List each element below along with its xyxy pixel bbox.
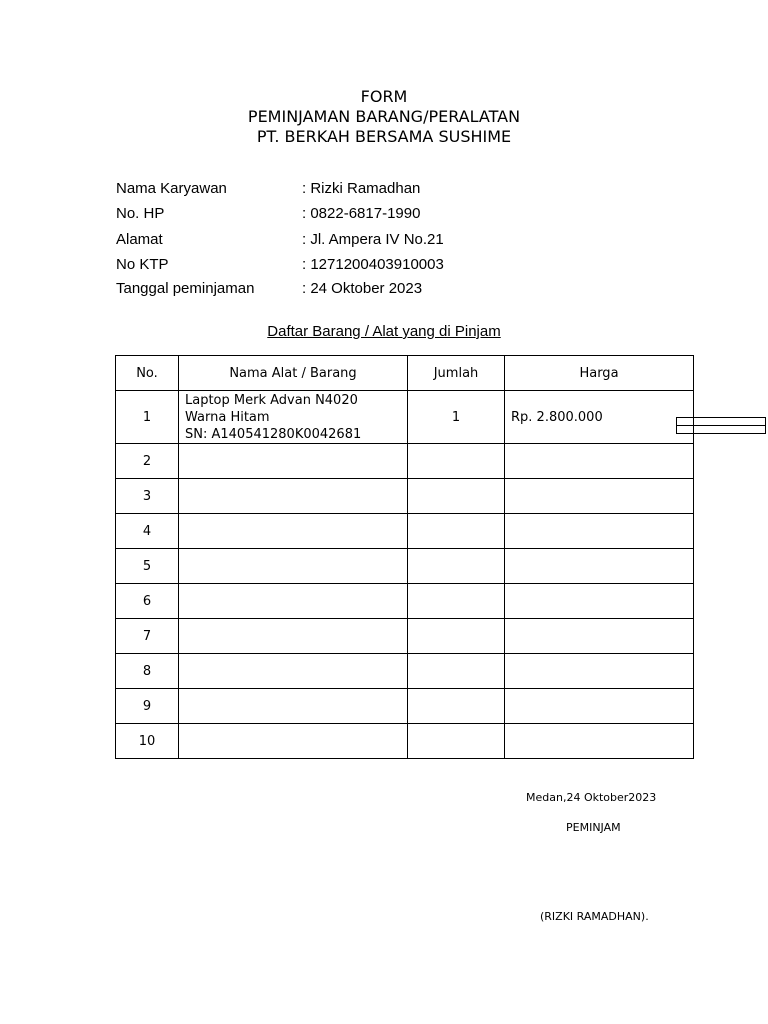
item-name [179,444,408,479]
item-name [179,549,408,584]
info-value-date: : 24 Oktober 2023 [302,280,423,297]
info-label-address: Alamat [116,231,163,248]
item-name [179,514,408,549]
item-quantity: 1 [408,391,505,444]
row-number: 3 [116,479,179,514]
form-subtitle: PEMINJAMAN BARANG/PERALATAN [247,107,521,126]
info-label-ktp: No KTP [116,256,169,273]
item-price [505,444,694,479]
column-header-quantity: Jumlah [408,356,505,391]
item-name [179,391,408,444]
info-label-name: Nama Karyawan [116,180,227,197]
table-row [116,724,694,759]
item-price [505,479,694,514]
row-number: 2 [116,444,179,479]
signature-name: (RIZKI RAMADHAN). [540,910,649,923]
table-row [116,444,694,479]
row-number: 7 [116,619,179,654]
row-number: 6 [116,584,179,619]
selection-box [676,417,766,434]
row-number: 8 [116,654,179,689]
item-quantity [408,444,505,479]
item-serial-line: SN: A140541280K0042681 [185,426,362,442]
row-number: 1 [116,391,179,444]
item-color-line: Warna Hitam [185,409,270,425]
row-number: 9 [116,689,179,724]
row-number: 10 [116,724,179,759]
table-header-row [116,356,694,391]
info-value-name: : Rizki Ramadhan [302,180,421,197]
item-price [505,584,694,619]
item-price [505,514,694,549]
info-label-phone: No. HP [116,205,165,222]
table-row [116,654,694,689]
table-row [116,584,694,619]
item-price [505,549,694,584]
table-row [116,619,694,654]
item-quantity [408,584,505,619]
item-quantity [408,619,505,654]
table-row [116,514,694,549]
item-name [179,724,408,759]
table-row [116,549,694,584]
item-quantity [408,549,505,584]
info-value-ktp: : 1271200403910003 [302,256,444,273]
item-name [179,584,408,619]
column-header-item-name: Nama Alat / Barang [179,356,408,391]
table-row [116,479,694,514]
item-quantity [408,724,505,759]
item-name [179,619,408,654]
item-price [505,619,694,654]
item-name-line: Laptop Merk Advan N4020 [185,392,358,408]
item-price [505,689,694,724]
item-price [505,724,694,759]
info-value-phone: : 0822-6817-1990 [302,205,421,222]
company-name: PT. BERKAH BERSAMA SUSHIME [256,127,512,146]
item-quantity [408,654,505,689]
table-row [116,689,694,724]
item-quantity [408,479,505,514]
item-quantity [408,689,505,724]
row-number: 5 [116,549,179,584]
signature-role: PEMINJAM [566,821,621,834]
info-value-address: : Jl. Ampera IV No.21 [302,231,444,248]
item-price [505,654,694,689]
form-title: FORM [360,87,408,106]
item-list-heading: Daftar Barang / Alat yang di Pinjam [267,323,501,340]
item-name [179,689,408,724]
table-row [116,391,694,444]
borrowed-items-table [115,355,694,759]
item-name [179,654,408,689]
signature-place-date: Medan,24 Oktober2023 [526,791,657,804]
column-header-price: Harga [505,356,694,391]
column-header-no: No. [116,356,179,391]
row-number: 4 [116,514,179,549]
item-quantity [408,514,505,549]
item-price: Rp. 2.800.000 [505,391,694,444]
selection-box-divider [677,425,765,426]
item-name [179,479,408,514]
info-label-date: Tanggal peminjaman [116,280,255,297]
